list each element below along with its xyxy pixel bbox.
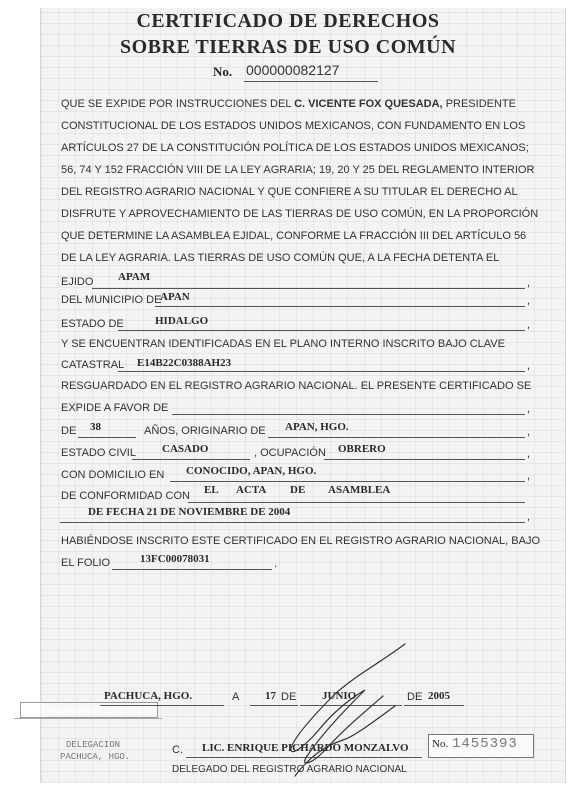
intro-line-3: ARTÍCULOS 27 DE LA CONSTITUCIÓN POLÍTICA DE LOS ESTADOS UNIDOS MEXICANOS; (61, 142, 529, 154)
serial-label: No. (432, 738, 449, 750)
acta-word-1: EL (204, 484, 219, 496)
domicilio-label: CON DOMICILIO EN (61, 469, 165, 481)
certificate-number: 000000082127 (246, 62, 340, 78)
issue-year: 2005 (428, 690, 450, 702)
certificate-title-line1: CERTIFICADO DE DERECHOS (136, 10, 440, 32)
domicilio-underline (170, 481, 525, 482)
civil-underline (132, 459, 250, 460)
ejido-label: EJIDO (61, 276, 94, 288)
intro-line-5: DEL REGISTRO AGRARIO NACIONAL Y QUE CONFIERE A SU TITULAR EL DERECHO AL (61, 186, 518, 198)
intro-line-1 (61, 93, 516, 115)
certificate-number-label: No. (213, 64, 233, 79)
date-de-label: DE (281, 691, 297, 703)
municipio-underline (155, 306, 525, 307)
ejido-underline (92, 288, 525, 289)
acta-word-4: ASAMBLEA (328, 484, 391, 496)
acta-word-2: ACTA (236, 484, 267, 496)
domicilio-value: CONOCIDO, APAN, HGO. (186, 465, 317, 477)
fecha-acta-value: DE FECHA 21 DE NOVIEMBRE DE 2004 (88, 506, 291, 518)
estado-underline (118, 330, 525, 331)
catastral-value: E14B22C0388AH23 (137, 357, 232, 369)
catastral-label: CATASTRAL (61, 359, 125, 371)
date-a-label: A (232, 691, 240, 703)
ejido-value: APAM (118, 271, 151, 283)
serial-number: 1455393 (452, 736, 518, 752)
signer-name: LIC. ENRIQUE PICHARDO MONZALVO (202, 742, 409, 754)
date-de-label-2: DE (407, 691, 423, 703)
municipio-value: APAN (160, 291, 190, 303)
comma: , (527, 511, 531, 523)
intro-line-4: 56, 74 Y 152 FRACCIÓN VIII DE LA LEY AGRARIA; 19, 20 Y 25 DEL REGLAMENTO INTERIOR (61, 164, 535, 176)
stamp-text-delegacion: DELEGACION (66, 740, 121, 750)
acta-word-3: DE (290, 484, 306, 496)
intro-line-7: QUE DETERMINE LA ASAMBLEA EJIDAL, CONFORME LA FRACCIÓN III DEL ARTÍCULO 56 (61, 230, 527, 242)
catastral-underline (118, 371, 525, 372)
handwritten-signature (255, 636, 425, 786)
intro-line-6: DISFRUTE Y APROVECHAMIENTO DE LAS TIERRAS DE USO COMÚN, EN LA PROPORCIÓN (61, 208, 539, 220)
comma: , (527, 319, 531, 331)
estado-label: ESTADO DE (61, 318, 124, 330)
edad-underline (78, 437, 136, 438)
comma: , (527, 277, 531, 289)
issue-day: 17 (265, 690, 276, 702)
municipio-label: DEL MUNICIPIO DE (61, 294, 162, 306)
signer-title: DELEGADO DEL REGISTRO AGRARIO NACIONAL (172, 764, 407, 775)
edad-value: 38 (90, 421, 101, 433)
certificate-title-line2: SOBRE TIERRAS DE USO COMÚN (119, 36, 457, 58)
edad-prefix-label: DE (61, 425, 77, 437)
issue-month: JUNIO (322, 690, 357, 702)
intro-text: PRESIDENTE (445, 98, 516, 110)
civil-label: ESTADO CIVIL (61, 447, 136, 459)
comma: , (527, 295, 531, 307)
resguardado-text: RESGUARDADO EN EL REGISTRO AGRARIO NACIONAL. EL PRESENTE CERTIFICADO SE (61, 380, 532, 392)
comma: . (274, 558, 278, 570)
comma: , (527, 403, 531, 415)
intro-text: QUE SE EXPIDE POR INSTRUCCIONES DEL (61, 98, 292, 110)
issue-place: PACHUCA, HGO. (104, 690, 193, 702)
estado-value: HIDALGO (155, 315, 209, 327)
comma: , (527, 448, 531, 460)
stamp-text-city: PACHUCA, HGO. (60, 752, 131, 762)
origen-value: APAN, HGO. (285, 421, 349, 433)
certificate-number-underline (244, 81, 378, 82)
folio-label: EL FOLIO (61, 557, 111, 569)
fecha-acta-underline (60, 522, 525, 523)
origen-underline (268, 437, 525, 438)
signer-c-label: C. (172, 744, 183, 756)
issue-place-underline (100, 705, 224, 706)
expide-label: EXPIDE A FAVOR DE (61, 402, 169, 414)
ocupacion-value: OBRERO (338, 443, 386, 455)
inscrito-text: HABIÉNDOSE INSCRITO ESTE CERTIFICADO EN EL REGISTRO AGRARIO NACIONAL, BAJO (61, 535, 540, 547)
conformidad-label: DE CONFORMIDAD CON (61, 490, 190, 502)
anos-label: AÑOS, ORIGINARIO DE (144, 425, 266, 437)
titular-underline (172, 414, 525, 415)
civil-value: CASADO (162, 443, 209, 455)
ocupacion-label: , OCUPACIÓN (254, 447, 326, 459)
ocupacion-underline (324, 459, 525, 460)
comma: , (527, 470, 531, 482)
folio-value: 13FC00078031 (140, 553, 210, 565)
plano-text: Y SE ENCUENTRAN IDENTIFICADAS EN EL PLANO INTERNO INSCRITO BAJO CLAVE (61, 338, 505, 350)
comma: , (527, 426, 531, 438)
conformidad-underline (188, 502, 525, 503)
folio-underline (112, 569, 272, 570)
intro-line-8: DE LA LEY AGRARIA. LAS TIERRAS DE USO COMÚN QUE, A LA FECHA DETENTA EL (61, 252, 500, 264)
intro-line-2: CONSTITUCIONAL DE LOS ESTADOS UNIDOS MEXICANOS, CON FUNDAMENTO EN LOS (61, 120, 526, 132)
comma: , (527, 360, 531, 372)
stamp-rule (14, 718, 162, 719)
president-name: C. VICENTE FOX QUESADA, (294, 98, 443, 110)
